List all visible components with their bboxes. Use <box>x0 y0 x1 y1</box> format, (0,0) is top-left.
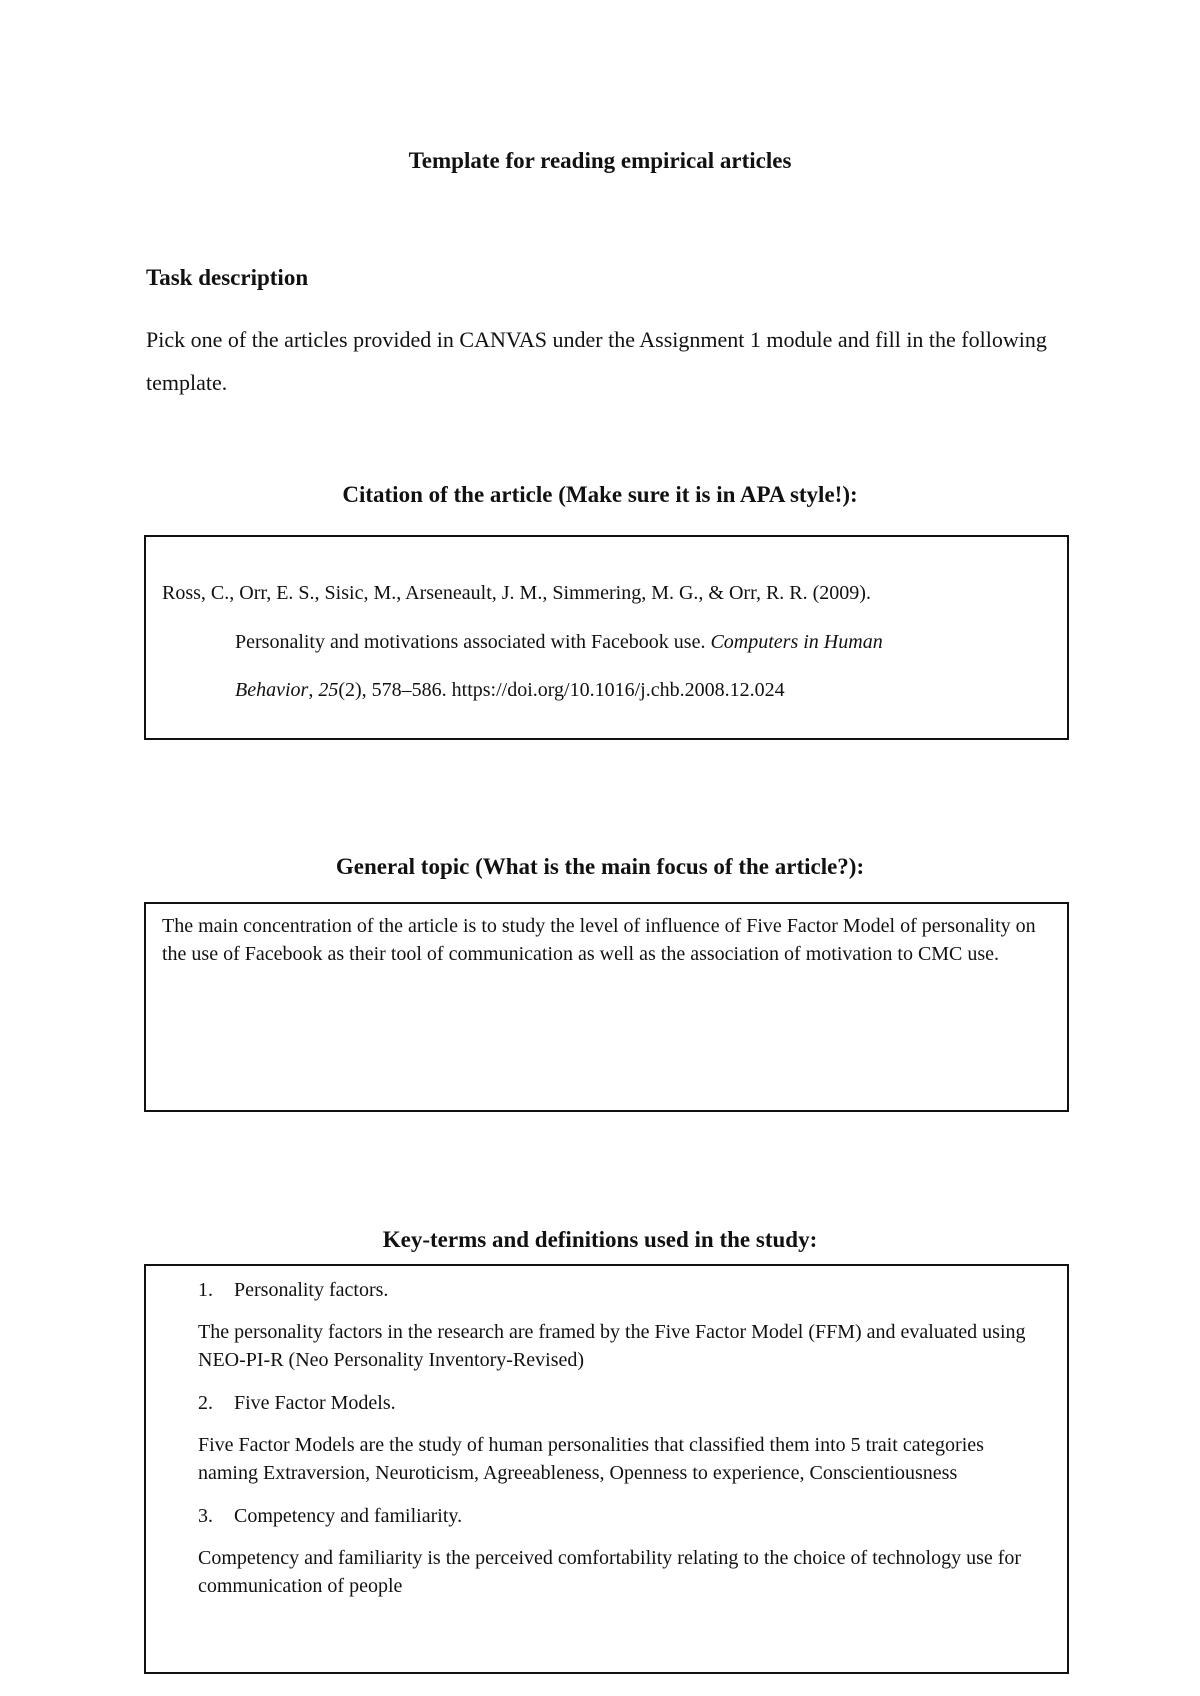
topic-heading: General topic (What is the main focus of the article?): <box>335 854 865 879</box>
citation-journal-part2: Behavior <box>235 679 309 701</box>
citation-volume: 25 <box>318 679 339 701</box>
page-title: Template for reading empirical articles <box>408 148 792 173</box>
citation-box <box>144 535 1069 740</box>
topic-box <box>144 902 1069 1112</box>
term-definition: Competency and familiarity is the perceived comfortability relating to the choice of technology use for communication of people <box>198 1547 1022 1597</box>
citation-authors: Ross, C., Orr, E. S., Sisic, M., Arseneault, J. M., Simmering, M. G., & Orr, R. R. (2009). <box>162 582 871 604</box>
term-number: 2. <box>198 1392 213 1414</box>
term-number: 1. <box>198 1279 213 1301</box>
term-item <box>198 1502 1048 1530</box>
term-label: Competency and familiarity. <box>234 1505 463 1527</box>
citation-pages-doi: (2), 578–586. https://doi.org/10.1016/j.chb.2008.12.024 <box>338 679 785 701</box>
term-definition: Five Factor Models are the study of human personalities that classified them into 5 trait categories naming Extraversion, Neuroticism, Agreeableness, Openness to experience, Conscientiousness <box>198 1434 984 1484</box>
citation-text <box>162 569 1032 715</box>
topic-text: The main concentration of the article is to study the level of influence of Five Factor Model of personality on the use of Facebook as their tool of communication as well as the association of motivation to CMC use. <box>162 915 1036 965</box>
citation-heading: Citation of the article (Make sure it is in APA style!): <box>342 482 858 507</box>
citation-article-title: Personality and motivations associated with Facebook use. <box>235 630 711 653</box>
term-label: Personality factors. <box>234 1279 389 1301</box>
term-item <box>198 1389 1048 1417</box>
citation-indent-block <box>162 618 1032 715</box>
term-item <box>198 1276 1048 1304</box>
task-heading: Task description <box>146 265 309 290</box>
terms-list <box>198 1276 1048 1615</box>
term-definition: The personality factors in the research are framed by the Five Factor Model (FFM) and evaluated using NEO-PI-R (Neo Personality Inventory-Revised) <box>198 1321 1026 1371</box>
terms-box <box>144 1264 1069 1674</box>
terms-heading: Key-terms and definitions used in the study: <box>382 1227 818 1252</box>
citation-comma: , <box>308 679 319 701</box>
term-label: Five Factor Models. <box>234 1392 396 1414</box>
term-number: 3. <box>198 1505 213 1527</box>
citation-journal-part1: Computers in Human <box>710 630 883 653</box>
task-text: Pick one of the articles provided in CANVAS under the Assignment 1 module and fill in the following template. <box>146 327 1047 395</box>
